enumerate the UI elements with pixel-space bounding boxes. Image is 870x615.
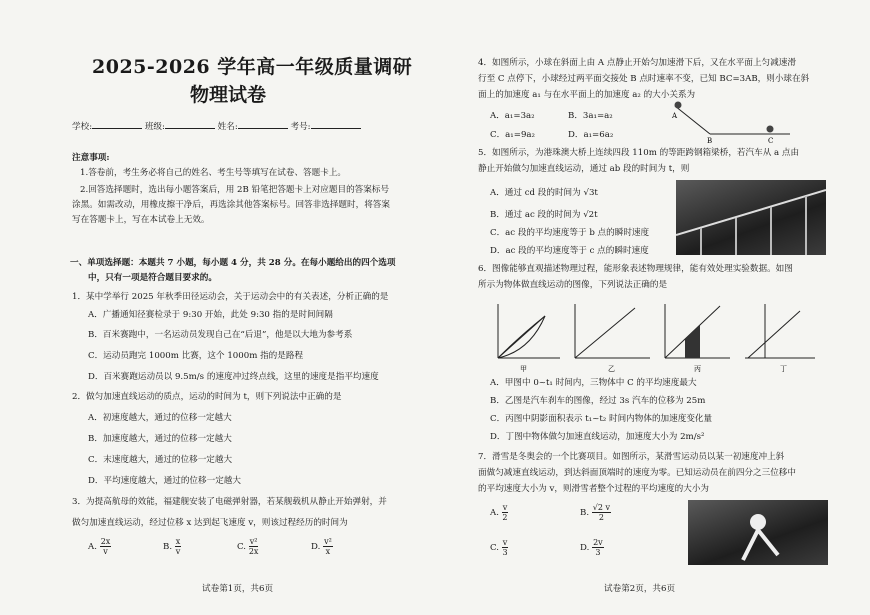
denominator: x xyxy=(325,547,331,556)
denominator: 2 xyxy=(502,513,508,522)
q6-option-c: C．丙图中阴影面积表示 t₁~t₂ 时间内物体的加速度变化量 xyxy=(490,414,713,424)
fraction xyxy=(100,537,112,556)
numerator: v² xyxy=(324,537,332,546)
graph-label-ding: 丁 xyxy=(780,365,787,373)
point-b-label: B xyxy=(707,137,713,145)
ball-icon xyxy=(675,102,682,109)
option-label: D. xyxy=(580,543,590,553)
question-1: 1．某中学举行 2025 年秋季田径运动会，关于运动会中的有关表述，分析正确的是 xyxy=(72,292,389,302)
q4-option-a: A．a₁=3a₂ xyxy=(490,111,535,121)
q2-option-b: B．加速度越大，通过的位移一定越大 xyxy=(88,434,232,444)
q2-option-c: C．末速度越大，通过的位移一定越大 xyxy=(88,455,233,465)
option-label: C. xyxy=(490,543,500,553)
exam-subtitle: 物理试卷 xyxy=(190,84,267,106)
question-4-cont: 行至 C 点停下，小球经过两平面交接处 B 点时速率不变，已知 BC=3AB，则小球在斜 xyxy=(478,74,810,84)
denominator: 3 xyxy=(502,548,508,557)
q5-option-a: A．通过 cd 段的时间为 √3t xyxy=(490,188,598,198)
q1-option-c: C．运动员跑完 1000m 比赛，这个 1000m 指的是路程 xyxy=(88,351,304,361)
option-label: B. xyxy=(163,542,173,552)
numerator: 2v xyxy=(593,538,603,547)
question-4-cont: 面上的加速度 a₁ 与在水平面上的加速度 a₂ 的大小关系为 xyxy=(478,90,696,100)
fraction xyxy=(502,503,509,522)
question-7-cont: 面做匀减速直线运动，到达斜面顶端时的速度为零。已知运动员在前四分之三位移中 xyxy=(478,468,796,478)
fraction xyxy=(592,538,604,557)
q6-graphs xyxy=(490,296,820,374)
q5-option-b: B．通过 ac 段的时间为 √2t xyxy=(490,210,598,220)
graph-yi xyxy=(575,304,650,373)
graph-label-jia: 甲 xyxy=(520,365,527,373)
question-6-cont: 所示为物体做直线运动的图像，下列说法正确的是 xyxy=(478,280,668,290)
q6-option-b: B．乙图是汽车刹车的图像，经过 3s 汽车的位移为 25m xyxy=(490,396,706,406)
denominator: 3 xyxy=(595,548,601,557)
exam-title: 2025-2026 学年高一年级质量调研 xyxy=(92,56,413,78)
point-c-label: C xyxy=(768,137,774,145)
section-heading: 一、单项选择题：本题共 7 小题，每小题 4 分，共 28 分。在每小题给出的四个选项 xyxy=(70,258,396,268)
question-3: 3．为提高航母的效能，福建舰安装了电磁弹射器，若某舰载机从静止开始弹射，并 xyxy=(72,497,387,507)
q2-option-a: A．初速度越大，通过的位移一定越大 xyxy=(88,413,232,423)
q1-option-a: A．广播通知径赛检录于 9:30 开始，此处 9:30 指的是时间间隔 xyxy=(88,310,333,320)
page-footer: 试卷第2页，共6页 xyxy=(604,584,676,594)
fraction xyxy=(502,538,509,557)
q3-option-b xyxy=(163,537,181,556)
graph-ding xyxy=(745,304,815,373)
graph-jia xyxy=(498,304,560,373)
question-6: 6．图像能够直观描述物理过程，能形象表述物理规律，能有效处理实验数据。如图 xyxy=(478,264,793,274)
q2-option-d: D．平均速度越大，通过的位移一定越大 xyxy=(88,476,241,486)
q7-option-a xyxy=(490,503,508,522)
graph-bing xyxy=(665,304,730,373)
numerator: v xyxy=(502,538,508,547)
question-7: 7．滑雪是冬奥会的一个比赛项目。如图所示，某滑雪运动员以某一初速度冲上斜 xyxy=(478,452,785,462)
bridge-photo xyxy=(676,180,826,255)
q7-option-c xyxy=(490,538,508,557)
school-blank xyxy=(92,120,142,129)
info-line xyxy=(72,120,361,133)
notice-heading: 注意事项: xyxy=(72,153,110,163)
denominator: 2 xyxy=(598,513,604,522)
numerator: 2x xyxy=(100,537,111,546)
question-3-cont: 做匀加速直线运动，经过位移 x 达到起飞速度 v，则该过程经历的时间为 xyxy=(72,518,348,528)
question-4: 4．如图所示，小球在斜面上由 A 点静止开始匀加速滑下后，又在水平面上匀减速滑 xyxy=(478,58,796,68)
notice-line: 写在答题卡上，写在本试卷上无效。 xyxy=(72,215,210,225)
skier-icon xyxy=(688,500,828,565)
question-5: 5．如图所示，为港珠澳大桥上连续四段 110m 的等距跨钢箱梁桥，若汽车从 a 点由 xyxy=(478,148,800,158)
denominator: v xyxy=(175,547,181,556)
graph-label-yi: 乙 xyxy=(608,365,615,373)
incline-line xyxy=(675,106,710,134)
class-blank xyxy=(165,120,215,129)
name-blank xyxy=(238,120,288,129)
q1-option-b: B．百米赛跑中，一名运动员发现自己在“后退”，他是以大地为参考系 xyxy=(88,330,353,340)
q3-option-a xyxy=(88,537,111,556)
q4-option-b: B．3a₁=a₂ xyxy=(568,111,613,121)
option-label: A. xyxy=(490,508,499,518)
q4-option-c: C．a₁=9a₂ xyxy=(490,130,535,140)
skier-photo xyxy=(688,500,828,565)
numerator: v² xyxy=(249,537,258,546)
q4-option-d: D．a₁=6a₂ xyxy=(568,130,614,140)
fraction xyxy=(175,537,182,556)
option-label: C. xyxy=(237,542,247,552)
school-label: 学校: xyxy=(72,122,93,132)
numerator: √2 v xyxy=(592,503,611,512)
option-label: A. xyxy=(88,542,97,552)
numerator: x xyxy=(175,537,181,546)
section-heading-cont: 中，只有一项是符合题目要求的。 xyxy=(88,273,217,283)
question-7-cont: 的平均速度大小为 v，则滑雪者整个过程的平均速度的大小为 xyxy=(478,484,710,494)
q7-option-d xyxy=(580,538,604,557)
notice-line: 涂黑。如需改动，用橡皮擦干净后，再选涂其他答案标号。回答非选择题时，将答案 xyxy=(72,200,390,210)
option-label: B. xyxy=(580,508,590,518)
q6-option-d: D．丁图中物体做匀加速直线运动，加速度大小为 2m/s² xyxy=(490,432,705,442)
fraction xyxy=(249,537,259,556)
option-label: D. xyxy=(311,542,321,552)
q3-option-d xyxy=(311,537,333,556)
q1-option-d: D．百米赛跑运动员以 9.5m/s 的速度冲过终点线，这里的速度是指平均速度 xyxy=(88,372,379,382)
question-2: 2．做匀加速直线运动的质点，运动的时间为 t，则下列说法中正确的是 xyxy=(72,392,342,402)
fraction xyxy=(323,537,333,556)
exam-no-blank xyxy=(311,120,361,129)
denominator: 2x xyxy=(248,547,259,556)
ball-icon xyxy=(767,126,774,133)
exam-no-label: 考号: xyxy=(290,122,311,132)
question-5-cont: 静止开始做匀加速直线运动，通过 ab 段的时间为 t，则 xyxy=(478,164,690,174)
notice-line: 1.答卷前，考生务必将自己的姓名、考生号等填写在试卷、答题卡上。 xyxy=(80,168,347,178)
graph-label-bing: 丙 xyxy=(694,365,701,373)
denominator: v xyxy=(103,547,108,556)
q3-option-c xyxy=(237,537,258,556)
page-footer: 试卷第1页，共6页 xyxy=(202,584,274,594)
right-page xyxy=(440,0,870,615)
numerator: v xyxy=(502,503,508,512)
point-a-label: A xyxy=(672,112,678,120)
q7-option-b xyxy=(580,503,611,522)
class-label: 班级: xyxy=(144,122,165,132)
incline-figure xyxy=(670,98,795,146)
name-label: 姓名: xyxy=(217,122,238,132)
bridge-icon xyxy=(676,180,826,255)
q5-option-d: D．ac 段的平均速度等于 c 点的瞬时速度 xyxy=(490,246,649,256)
q5-option-c: C．ac 段的平均速度等于 b 点的瞬时速度 xyxy=(490,228,650,238)
fraction xyxy=(592,503,611,522)
q6-option-a: A．甲图中 0~t₁ 时间内，三物体中 C 的平均速度最大 xyxy=(490,378,697,388)
notice-line: 2.回答选择题时，选出每小题答案后，用 2B 铅笔把答题卡上对应题目的答案标号 xyxy=(80,185,390,195)
